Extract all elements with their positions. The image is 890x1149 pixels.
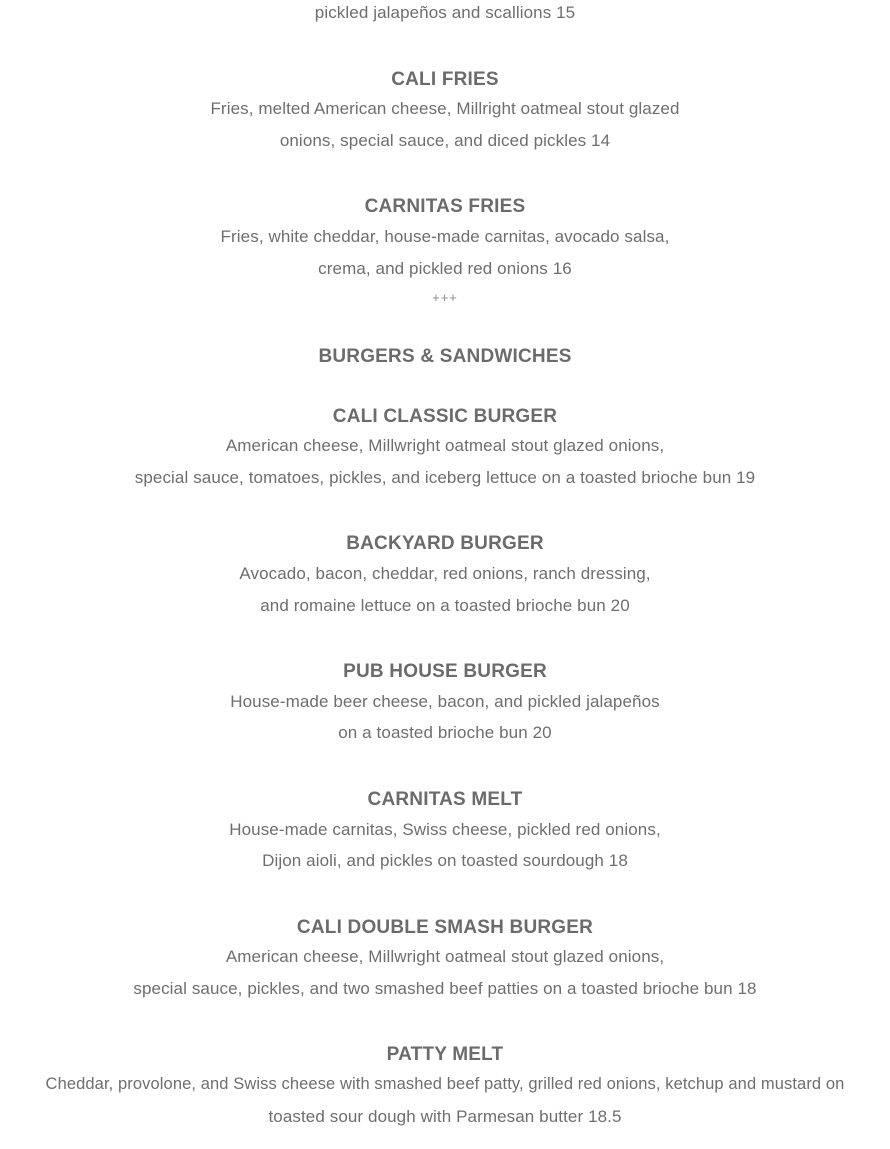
- item-description-line: on a toasted brioche bun 20: [338, 723, 552, 742]
- menu-item-title: PUB HOUSE BURGER: [343, 661, 547, 682]
- item-description-line: Dijon aioli, and pickles on toasted sourdough 18: [262, 851, 628, 870]
- item-description-line: onions, special sauce, and diced pickles 14: [279, 131, 611, 150]
- item-description-line: House-made carnitas, Swiss cheese, pickled red onions,: [229, 820, 661, 839]
- menu-item-title: CALI FRIES: [391, 69, 499, 90]
- menu-item-title: CARNITAS MELT: [367, 789, 523, 810]
- item-description-line: pickled jalapeños and scallions 15: [314, 3, 576, 22]
- item-description-line: House-made beer cheese, bacon, and pickled jalapeños: [230, 692, 660, 711]
- menu-item-title: CALI DOUBLE SMASH BURGER: [296, 917, 594, 938]
- item-description-line: crema, and pickled red onions 16: [318, 259, 572, 278]
- item-description-line: and romaine lettuce on a toasted brioche bun 20: [260, 596, 630, 615]
- item-description-line: American cheese, Millwright oatmeal stout glazed onions,: [225, 436, 665, 455]
- menu-item-title: PATTY MELT: [386, 1044, 504, 1065]
- menu-item-title: CALI CLASSIC BURGER: [332, 406, 558, 427]
- item-description-line: Cheddar, provolone, and Swiss cheese with smashed beef patty, grilled red onions, ketchup and mustard on: [45, 1075, 845, 1093]
- item-description-line: special sauce, tomatoes, pickles, and iceberg lettuce on a toasted brioche bun 19: [134, 468, 756, 487]
- item-description-line: special sauce, pickles, and two smashed beef patties on a toasted brioche bun 18: [133, 979, 757, 998]
- section-divider: +++: [432, 290, 458, 305]
- item-description-line: Fries, melted American cheese, Millright oatmeal stout glazed: [210, 99, 680, 118]
- item-description-line: Avocado, bacon, cheddar, red onions, ranch dressing,: [239, 564, 651, 583]
- menu-item-title: CARNITAS FRIES: [364, 196, 526, 217]
- menu-item-title: BACKYARD BURGER: [346, 533, 544, 554]
- item-description-line: Fries, white cheddar, house-made carnitas, avocado salsa,: [220, 227, 670, 246]
- item-description-line: toasted sour dough with Parmesan butter 18.5: [268, 1107, 622, 1126]
- item-description-line: American cheese, Millwright oatmeal stout glazed onions,: [225, 947, 665, 966]
- section-title: BURGERS & SANDWICHES: [318, 346, 572, 367]
